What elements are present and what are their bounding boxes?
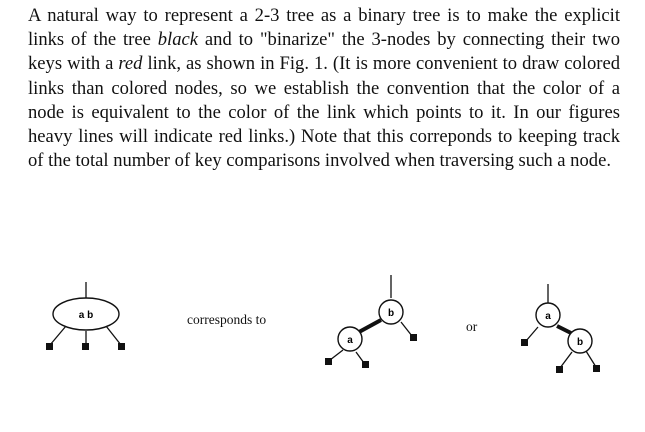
node-b-label: b	[576, 337, 584, 348]
corresponds-to-label: corresponds to	[187, 312, 267, 327]
binary-tree-1	[325, 275, 417, 368]
leaf	[118, 343, 125, 350]
leaf	[362, 361, 369, 368]
node-a-label: a	[347, 335, 353, 346]
node-a-label: a	[545, 311, 551, 322]
three-node-ab	[46, 282, 125, 350]
leaf	[46, 343, 53, 350]
para-text-3: link, as shown in Fig. 1. (It is more convenient to draw colored links than colored nodes, so we establish the convention that the color of a node is equivalent to the color of the link which points to it. In our figures heavy lines will indicate red links.) Note that this correponds to keeping track of the total number of key comparisons involved when traversing such a node.	[28, 53, 620, 172]
child-link-left	[50, 326, 66, 345]
or-label: or	[466, 319, 478, 334]
red-link	[557, 326, 571, 333]
child-link	[401, 322, 412, 336]
binary-tree-2	[521, 284, 600, 373]
node-ab-label: a b	[78, 310, 94, 321]
word-black: black	[157, 29, 199, 51]
child-link	[586, 351, 596, 367]
para-text-1: A natural way to represent a 2-3 tree as a binary tree is to make the explicit links of the tree	[28, 5, 620, 51]
leaf	[82, 343, 89, 350]
child-link	[526, 327, 538, 341]
para-text-2: and to "binarize" the 3-nodes by connecting their two keys with a	[28, 29, 620, 75]
leaf	[325, 358, 332, 365]
red-link	[359, 320, 381, 332]
node-b-label: b	[387, 308, 395, 319]
child-link	[560, 352, 572, 368]
child-link-right	[106, 326, 121, 345]
leaf	[593, 365, 600, 372]
leaf	[556, 366, 563, 373]
leaf	[521, 339, 528, 346]
word-red: red	[118, 53, 143, 75]
leaf	[410, 334, 417, 341]
